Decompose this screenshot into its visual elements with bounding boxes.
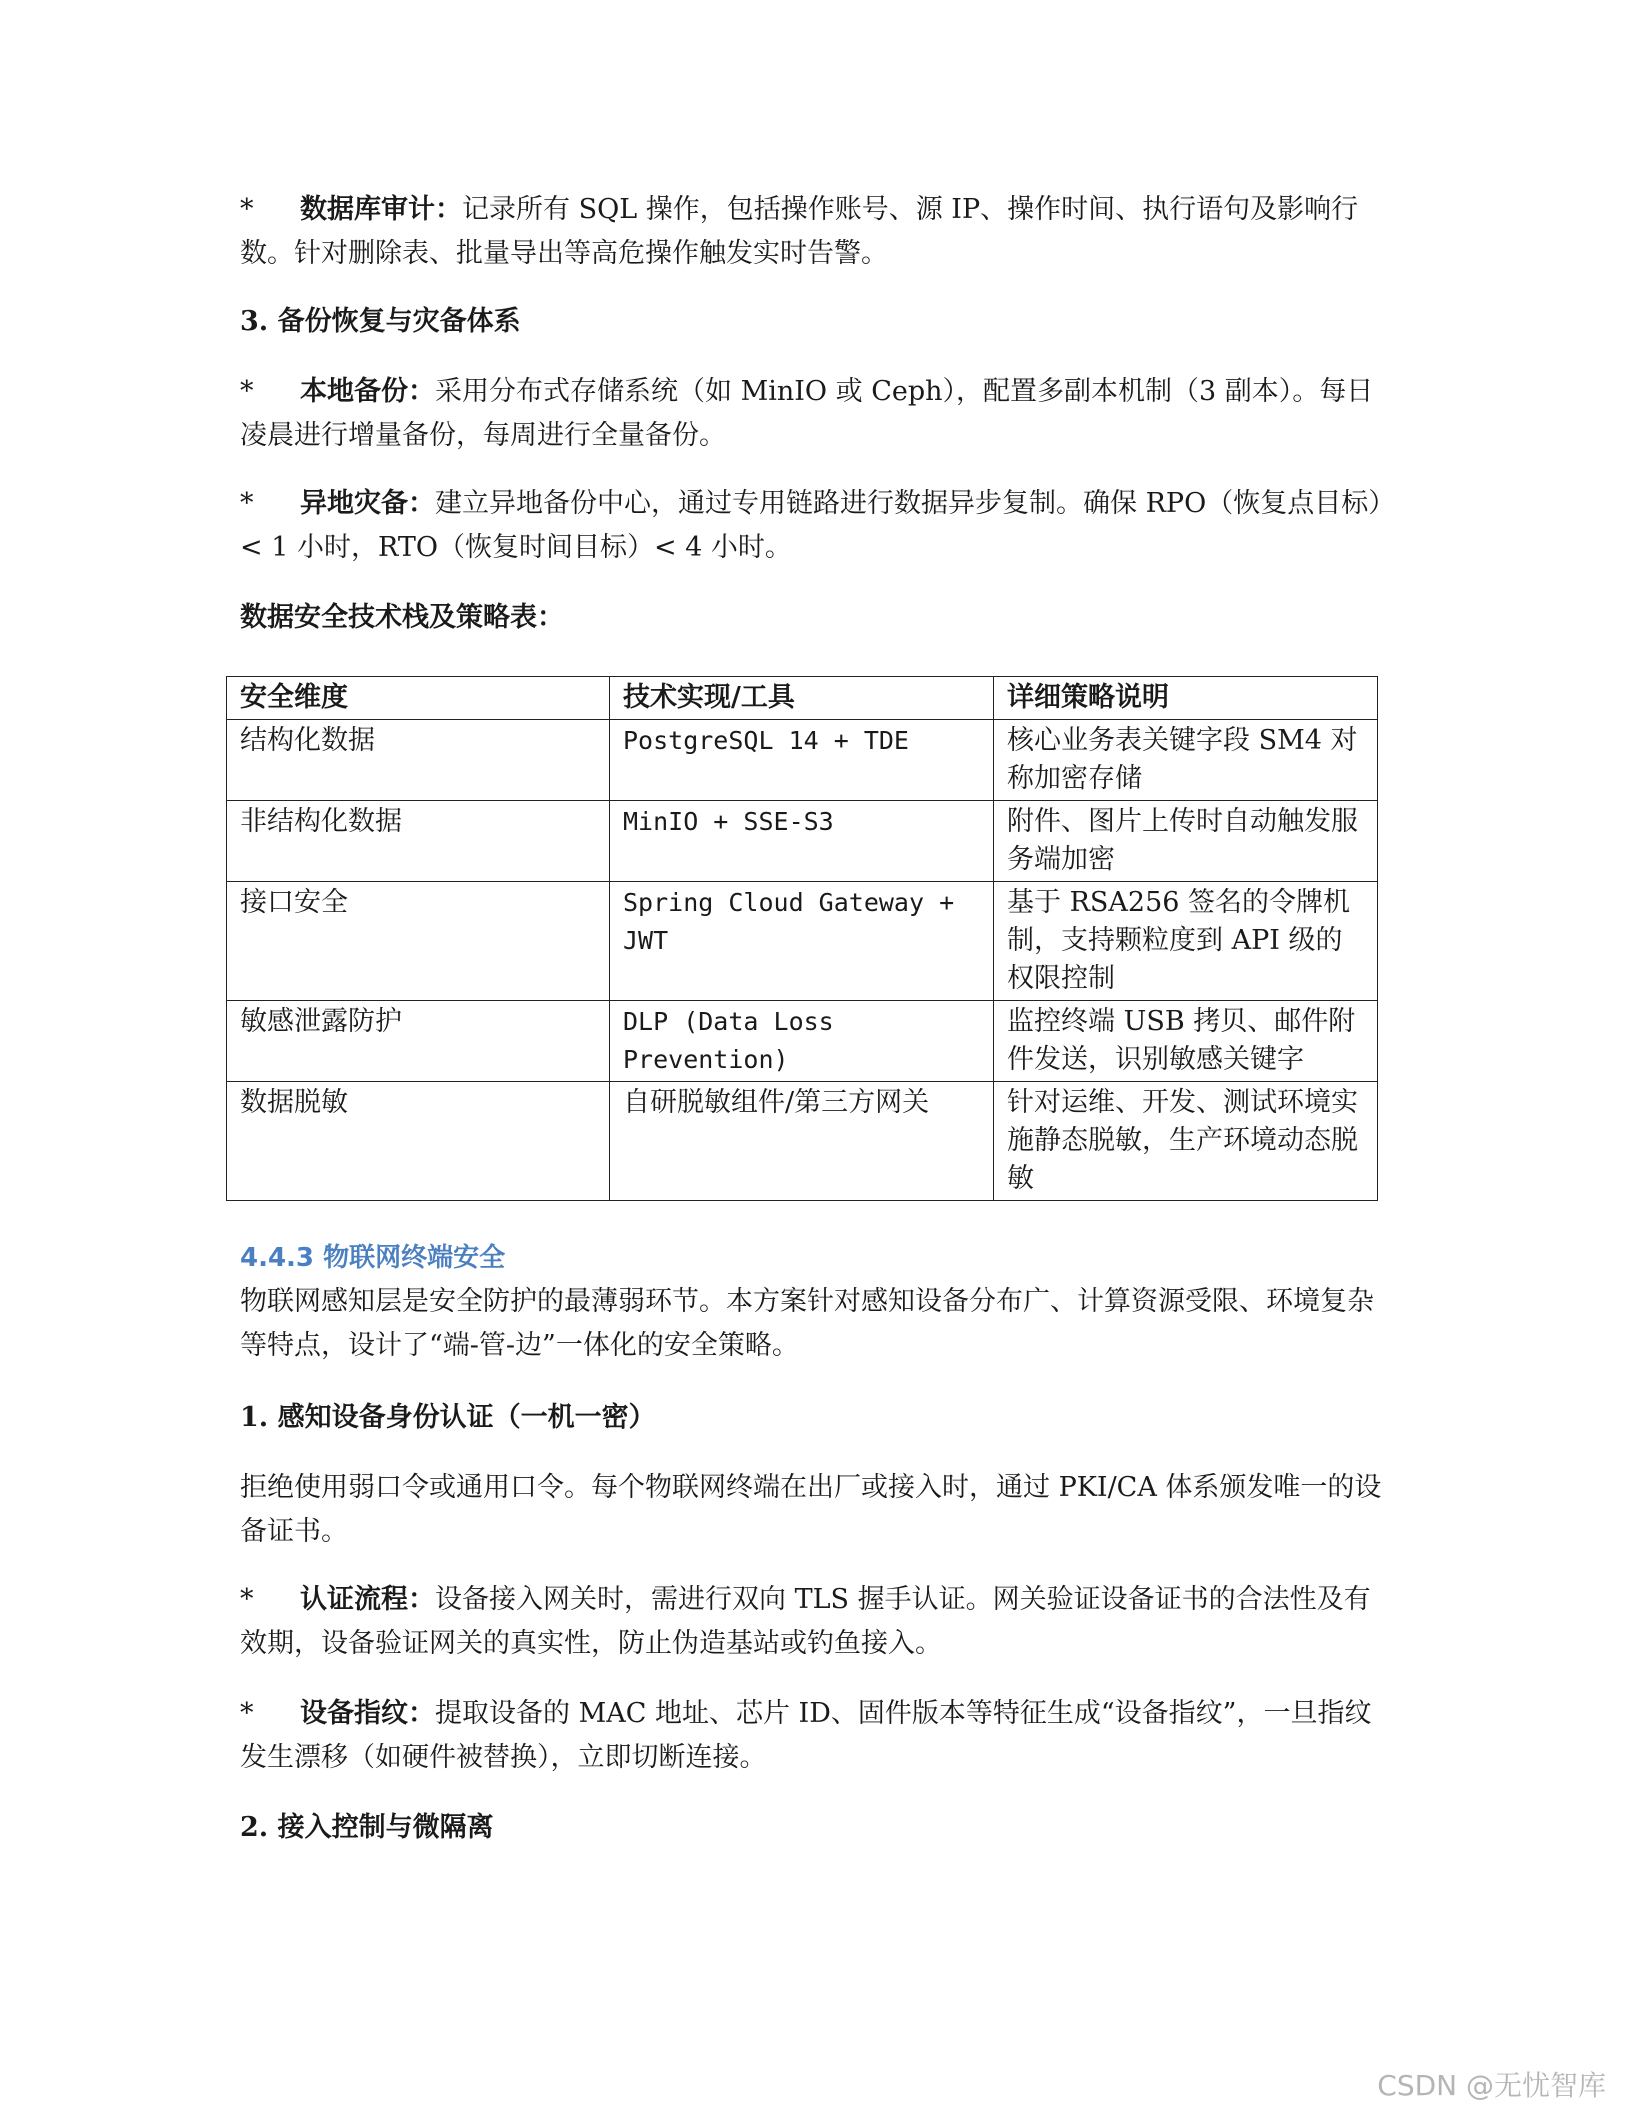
local-backup-term: 本地备份： xyxy=(300,376,435,407)
watermark: CSDN @无忧智库 xyxy=(1377,2069,1606,2102)
fingerprint-text: 提取设备的 MAC 地址、芯片 ID、固件版本等特征生成“设备指纹”，一旦指纹发生漂移（如硬件被替换），立即切断连接。 xyxy=(240,1698,1372,1773)
table-row xyxy=(227,720,1378,801)
fingerprint-bullet xyxy=(240,1692,1390,1780)
bullet-marker: * xyxy=(240,1698,254,1729)
cell-technology: DLP (Data Loss Prevention) xyxy=(610,1001,994,1082)
auth-flow-text: 设备接入网关时，需进行双向 TLS 握手认证。网关验证设备证书的合法性及有效期，设备验证网关的真实性，防止伪造基站或钓鱼接入。 xyxy=(240,1584,1371,1659)
section-heading-iot-security: 4.4.3 物联网终端安全 xyxy=(240,1243,506,1273)
bullet-marker: * xyxy=(240,488,254,519)
header-policy: 详细策略说明 xyxy=(994,677,1378,720)
table-title: 数据安全技术栈及策略表： xyxy=(240,602,564,633)
iot-intro-paragraph: 物联网感知层是安全防护的最薄弱环节。本方案针对感知设备分布广、计算资源受限、环境复杂等特点，设计了“端-管-边”一体化的安全策略。 xyxy=(240,1286,1374,1361)
table-row xyxy=(227,1001,1378,1082)
auth-flow-bullet xyxy=(240,1578,1390,1666)
bullet-marker: * xyxy=(240,1584,254,1615)
cell-dimension: 数据脱敏 xyxy=(227,1082,610,1201)
bullet-marker: * xyxy=(240,376,254,407)
table-row xyxy=(227,882,1378,1001)
heading-access-control: 2. 接入控制与微隔离 xyxy=(240,1812,494,1843)
cell-dimension: 敏感泄露防护 xyxy=(227,1001,610,1082)
heading-device-auth: 1. 感知设备身份认证（一机一密） xyxy=(240,1402,656,1433)
table-row xyxy=(227,801,1378,882)
db-audit-term: 数据库审计： xyxy=(300,194,462,225)
cell-dimension: 结构化数据 xyxy=(227,720,610,801)
remote-dr-bullet xyxy=(240,482,1390,570)
cell-policy: 核心业务表关键字段 SM4 对称加密存储 xyxy=(994,720,1378,801)
remote-dr-term: 异地灾备： xyxy=(300,488,435,519)
cell-technology: PostgreSQL 14 + TDE xyxy=(610,720,994,801)
cell-technology: MinIO + SSE-S3 xyxy=(610,801,994,882)
local-backup-bullet xyxy=(240,370,1390,458)
table-row xyxy=(227,1082,1378,1201)
cell-technology: 自研脱敏组件/第三方网关 xyxy=(610,1082,994,1201)
security-policy-table xyxy=(226,676,1378,1201)
cell-policy: 针对运维、开发、测试环境实施静态脱敏，生产环境动态脱敏 xyxy=(994,1082,1378,1201)
bullet-marker: * xyxy=(240,194,254,225)
remote-dr-text: 建立异地备份中心，通过专用链路进行数据异步复制。确保 RPO（恢复点目标）< 1 小时，RTO（恢复时间目标）< 4 小时。 xyxy=(240,488,1382,563)
local-backup-text: 采用分布式存储系统（如 MinIO 或 Ceph），配置多副本机制（3 副本）。每日凌晨进行增量备份，每周进行全量备份。 xyxy=(240,376,1374,451)
cell-dimension: 非结构化数据 xyxy=(227,801,610,882)
cell-dimension: 接口安全 xyxy=(227,882,610,1001)
cell-policy: 监控终端 USB 拷贝、邮件附件发送，识别敏感关键字 xyxy=(994,1001,1378,1082)
header-technology: 技术实现/工具 xyxy=(610,677,994,720)
auth-flow-term: 认证流程： xyxy=(300,1584,435,1615)
fingerprint-term: 设备指纹： xyxy=(300,1698,435,1729)
cell-policy: 附件、图片上传时自动触发服务端加密 xyxy=(994,801,1378,882)
header-dimension: 安全维度 xyxy=(227,677,610,720)
table-header-row xyxy=(227,677,1378,720)
cell-technology: Spring Cloud Gateway + JWT xyxy=(610,882,994,1001)
db-audit-bullet xyxy=(240,188,1390,276)
heading-backup: 3. 备份恢复与灾备体系 xyxy=(240,306,521,337)
cell-policy: 基于 RSA256 签名的令牌机制，支持颗粒度到 API 级的权限控制 xyxy=(994,882,1378,1001)
db-audit-text: 记录所有 SQL 操作，包括操作账号、源 IP、操作时间、执行语句及影响行数。针对删除表、批量导出等高危操作触发实时告警。 xyxy=(240,194,1359,269)
auth-paragraph: 拒绝使用弱口令或通用口令。每个物联网终端在出厂或接入时，通过 PKI/CA 体系颁发唯一的设备证书。 xyxy=(240,1472,1382,1547)
